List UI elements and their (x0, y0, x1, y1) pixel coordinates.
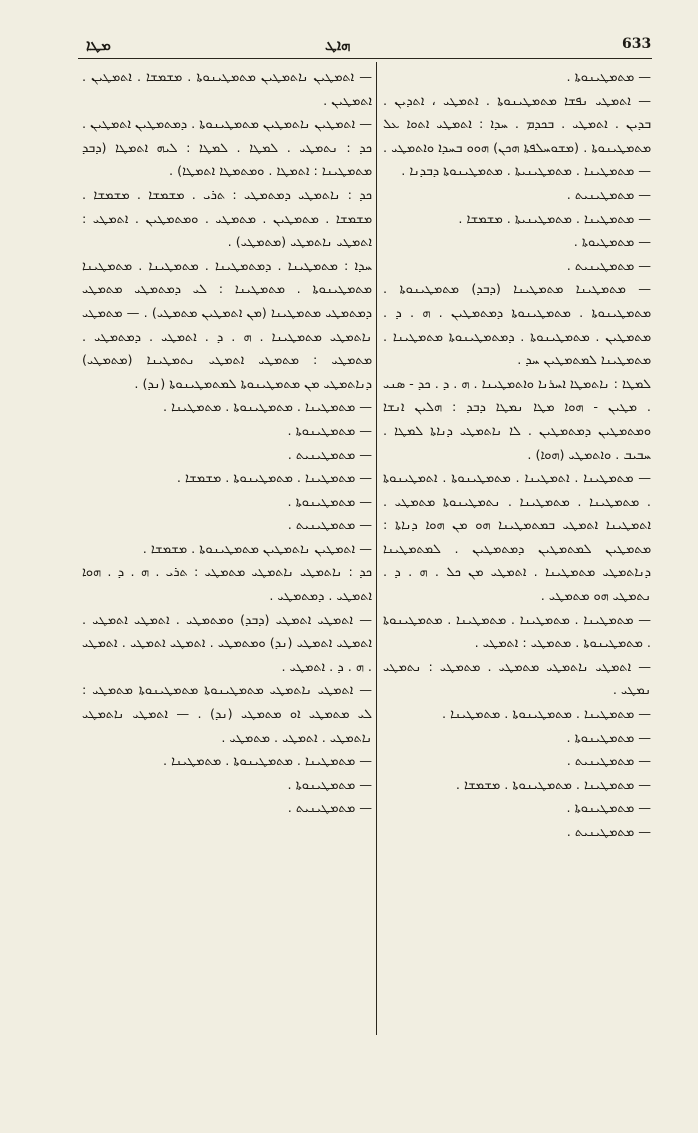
column-divider (376, 62, 377, 1035)
entry: — ܡܬܡܛܝܢܝܬ . (287, 518, 372, 534)
entry: — ܡܬܡܛܝܢܝܬ . (566, 258, 651, 274)
entry: — ܡܬܡܛܝܢܐ . ܐܬܡܛܝܢܐ . ܡܬܡܛܝܢܘܬܐ . ܐܬܡܛܝܢܘܬܐ . ܡܬܡܛܝܢܐ . ܡܬܡܛܝܢܐ . ܢܬܡܛܝܢܘܬܐ ܡܬܡܛܝ . ܐܬܡܛܝܢܐ ܐܬܡܛܝ ܒܡܬܡܛܝܢܐ ܗܘ ܡܢ ܗܘܐ ܕܢܐܬܐ : ܡܬܡܛܝܢ ܠܡܬܡܛܝܢ ܕܡܬܡܛܝܢ . ܠܡܬܡܛܝܢܐ ܕܢܐܬܡܛܝ ܡܬܡܛܝܢܐ . ܐܬܡܛܝ ܡܢ ܟܠ . ܗ . ܕ . ܢܬܡܛܝ ܗܘ ܡܬܡܛܝ . (383, 471, 651, 605)
entry: — ܡܬܡܛܝܢܐ . ܡܬܡܛܝܢܘܬܐ . ܡܫܡܫܐ . (176, 471, 372, 487)
entry: ܟܕ : ܢܐܬܡܛܝ ܕܡܬܡܛܝ : ܬܪܝ . ܡܫܡܫܐ . ܡܫܡܫܐ . ܡܫܡܫܐ . ܡܬܡܛܝܢ . ܡܬܡܛܝ . ܘܡܬܡܛܝܢ . ܐܬܡܛܝ : ܐܬܡܛܝ ܢܐܬܡܛܝ (ܡܬܡܛܝ) . (82, 187, 372, 251)
entry: — ܡܬܡܛܝܢܘܬܐ . (287, 423, 372, 439)
entry: — ܐܬܡܛܝ ܐܬܡܛܝ (ܕܒܕ) ܘܡܬܡܛܝ . ܐܬܡܛܝ ܐܬܡܛܝ . ܐܬܡܛܝ ܐܬܡܛܝ (ܢܕ) ܘܡܬܡܛܝ . ܐܬܡܛܝ ܐܬܡܛܝ . ܐܬܡܛܝ . ܗ . ܕ . ܐܬܡܛܝ . (82, 612, 372, 675)
right-column (383, 66, 651, 845)
entry: — ܡܬܡܛܝܢܘܬܐ . (287, 777, 372, 793)
entry: — ܡܬܡܛܝܢܝܬ . (287, 447, 372, 463)
running-head-center: ܗܐܛ (325, 36, 351, 54)
entry: — ܡܬܡܛܝܢܐ . ܡܬܡܛܝܢܘܬܐ . ܡܫܡܫܐ . (455, 777, 651, 793)
entry: — ܡܬܡܛܝܢܝܬ . (287, 801, 372, 817)
entry: ܚܕܐ : ܡܬܡܛܝܢܐ . ܕܡܬܡܛܝܢܐ . ܡܬܡܛܝܢܐ . ܡܬܡܛܝܢܐ ܡܬܡܛܝܢܘܬܐ . ܡܬܡܛܝܢܐ : ܠܝ ܕܡܬܡܛܝ ܡܬܡܛܝ ܕܡܬܡܛܝ ܡܬܡܛܝܢܐ (ܡܢ ܐܬܡܛܝܢ ܡܬܡܛܝ) . — ܡܬܡܛܝ ܢܐܬܡܛܝ ܡܬܡܛܝܢܐ . ܗ . ܕ . ܐܬܡܛܝ . ܕܡܬܡܛܝ . ܡܬܡܛܝ : ܡܬܡܛܝ ܐܬܡܛܝ ܢܬܡܛܝܢܐ (ܡܬܡܛܝ) ܕܢܐܬܡܛܝ ܡܢ ܡܬܡܛܝܢܘܬܐ ܠܡܬܡܛܝܢܘܬܐ (ܢܕ) . (82, 258, 372, 392)
entry: ܟܕ : ܢܬܡܛܝ . ܠܡܛܐ . ܠܡܛܐ : ܠܝܗ ܐܬܡܛܐ (ܕܒܕ ܡܬܡܛܝܢܐ : ܐܬܡܛܐ . ܘܡܬܡܛܐ ܐܬܡܛܐ) . (82, 140, 372, 180)
running-head-left: ܡܛܐ (86, 36, 111, 54)
entry: — ܐܬܡܛܝ ܢܐܬܡܛܝ ܡܬܡܛܝܢܘܬܐ ܡܬܡܛܝܢܘܬܐ ܡܬܡܛܝ : ܠܝ ܡܬܡܛܝ ܐܘ ܡܬܡܛܝ (ܢܕ) . — ܐܬܡܛܝ ܢܐܬܡܛܝ ܢܐܬܡܛܝ . ܐܬܡܛܝ . ܡܬܡܛܝ . (82, 683, 372, 746)
entry: ܠܡܛܐ : ܢܐܬܡܛܐ ܐܚܪܢܐ ܘܐܬܡܛܝܢܐ . ܗ . ܕ . ܟܕ - ܣܢܝ . ܡܛܝܢ - ܗܘܐ ܡܛܐ ܢܡܛܐ ܕܒܕ : ܗܠܝܢ ܐܢܫܐ ܘܡܬܡܛܝܢ ܕܡܬܡܛܝܢ . ܠܐ ܢܐܬܡܛܝ ܕܢܐܬܐ ܠܡܛܐ . ܚܒܝܒ . ܘܐܬܡܛܝ (ܗܘܐ) . (383, 376, 651, 463)
entry: — ܡܬܡܛܝܢܐ . ܡܬܡܛܝܢܝܬܐ . ܡܫܡܫܐ . (458, 211, 651, 227)
entry: — ܡܬܡܛܝܢܝܬ . (566, 187, 651, 203)
entry: — ܐܬܡܛܝܢ ܢܐܬܡܛܝܢ ܡܬܡܛܝܢܘܬܐ . ܡܫܡܫܐ . (142, 541, 372, 557)
entry: — ܡܬܡܛܝܢܐ . ܡܬܡܛܝܢܘܬܐ . ܡܬܡܛܝܢܐ . (441, 707, 651, 723)
page-number: 633 (622, 36, 652, 52)
entry: — ܡܬܡܛܝܢܝܬ . (566, 825, 651, 840)
entry: — ܐܬܡܛܝܢ ܢܐܬܡܛܝܢ ܡܬܡܛܝܢܘܬܐ . ܕܡܬܡܛܝܢ ܐܬܡܛܝܢ . (82, 117, 372, 133)
entry: — ܡܬܡܛܝܘܬܐ . (573, 235, 651, 251)
entry: — ܐܬܡܛܝ ܢܐܬܡܛܝ ܡܬܡܛܝ . ܡܬܡܛܝ : ܢܬܡܛܝ ܢܡܛܝ . (383, 659, 651, 699)
entry: — ܡܬܡܛܝܢܐ ܡܬܡܛܝܢܐ (ܕܒܕ) ܡܬܡܛܝܢܘܬܐ . ܡܬܡܛܝܢܘܬܐ . ܡܬܡܛܝܢܘܬܐ ܕܡܬܡܛܝܢ . ܗ . ܕ . ܡܬܡܛܝܢ . ܡܬܡܛܝܢܘܬܐ . ܕܡܬܡܛܝܢܘܬܐ ܡܬܡܛܝܢܐ . ܡܬܡܛܝܢܐ ܠܡܬܡܛܝܢ ܚܕ . (383, 282, 651, 369)
entry: — ܡܬܡܛܝܢܘܬܐ . (566, 730, 651, 746)
entry: — ܡܬܡܛܝܢܐ . ܡܬܡܛܝܢܘܬܐ . ܡܬܡܛܝܢܐ . (162, 754, 372, 770)
entry: — ܡܬܡܛܝܢܐ . ܡܬܡܛܝܢܐ . ܡܬܡܛܝܢܐ . ܡܬܡܛܝܢܘܬܐ . ܡܬܡܛܝܢܘܬܐ . ܡܬܡܛܝ : ܐܬܡܛܝ . (383, 612, 651, 652)
entry: — ܡܬܡܛܝܢܘܬܐ . (287, 494, 372, 510)
entry: — ܡܬܡܛܝܢܘܬܐ . (566, 70, 651, 85)
entry: — ܡܬܡܛܝܢܝܬ . (566, 754, 651, 770)
entry: — ܐܬܡܛܝ ܢܦܫܐ ܡܬܡܛܝܢܘܬܐ . ܐܬܡܛܝ ، ܐܬܕܝܢ . ܒܕܝܢ . ܐܬܡܛܝ . ܒܟܕܡ . ܚܕܐ : ܐܬܡܛܝ ܐܬܘܐ ܥܠ ܡܬܡܛܝܢܘܬܐ . (ܡܫܘܚܠܦܬܐ ܗܟܢ) ܗܘܘ ܒܚܕܐ ܘܐܬܡܛܝ . — ܡܬܡܛܝܢܐ . ܡܬܡܛܝܢܝܬܐ . ܡܬܡܛܝܢܘܬܐ ܕܒܕܢܐ . (383, 93, 651, 180)
header-rule (78, 58, 652, 59)
entry: — ܐܬܡܛܝܢ ܢܐܬܡܛܝܢ ܡܬܡܛܝܢܘܬܐ . ܡܫܡܫܐ . ܐܬܡܛܝܢ . ܐܬܡܛܝܢ . (82, 70, 372, 109)
entry: ܟܕ : ܢܐܬܡܛܝ ܢܐܬܡܛܝ ܡܬܡܛܝ : ܬܪܝ . ܗ . ܕ . ܗܘܐ ܐܬܡܛܝ . ܕܡܬܡܛܝ . (82, 565, 372, 605)
entry: — ܡܬܡܛܝܢܘܬܐ . (566, 801, 651, 817)
left-column (82, 66, 372, 821)
entry: — ܡܬܡܛܝܢܐ . ܡܬܡܛܝܢܘܬܐ . ܡܬܡܛܝܢܐ . (162, 400, 372, 416)
